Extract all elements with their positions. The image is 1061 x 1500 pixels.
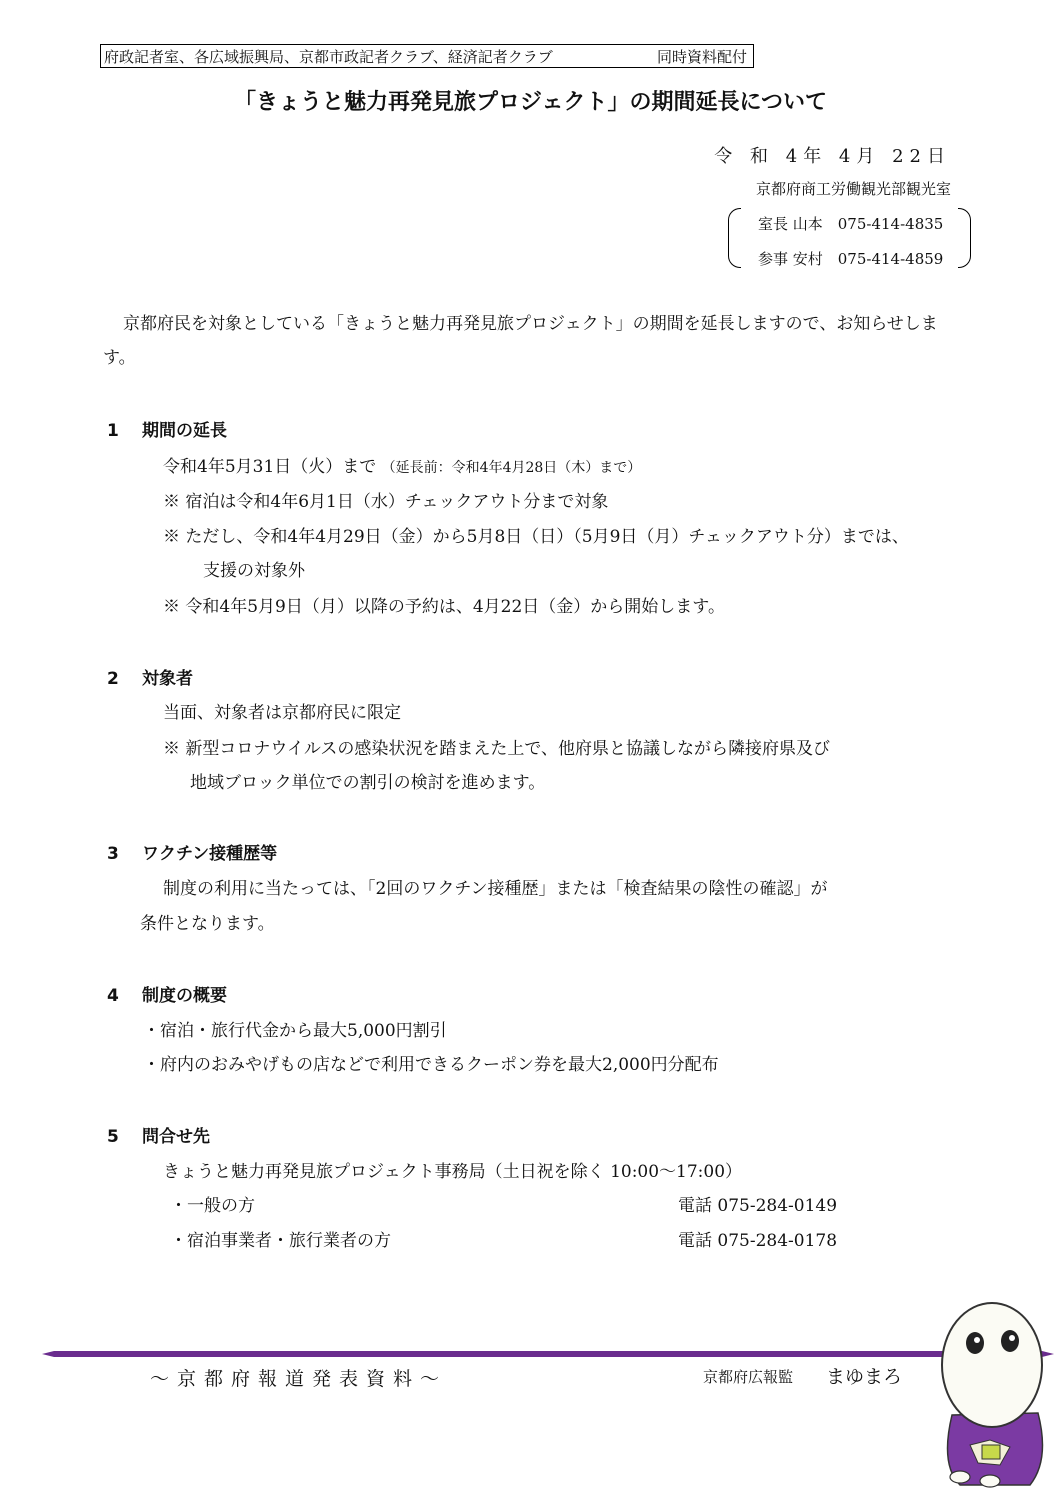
contact-bracket-left	[728, 208, 741, 268]
note-reservation: ※ 令和4年5月9日（月）以降の予約は、4月22日（金）から開始します。	[163, 597, 725, 617]
inquiry-office: きょうと魅力再発見旅プロジェクト事務局（土日祝を除く 10:00～17:00）	[163, 1162, 743, 1182]
inquiry-business-phone: 電話 075-284-0178	[678, 1231, 838, 1251]
note-exclusion-cont: 支援の対象外	[203, 561, 305, 581]
section-title: 期間の延長	[142, 421, 227, 441]
section-title: 問合せ先	[142, 1127, 210, 1147]
target-note: ※ 新型コロナウイルスの感染状況を踏まえた上で、他府県と協議しながら隣接府県及び	[163, 739, 831, 759]
intro-paragraph: 京都府民を対象としている「きょうと魅力再発見旅プロジェクト」の期間を延長しますので、お知らせします。	[103, 314, 938, 368]
section-2-heading	[107, 664, 193, 689]
distribution-note: 同時資料配付	[656, 48, 747, 66]
section-3-heading	[107, 839, 277, 864]
section-5-heading	[107, 1122, 210, 1147]
contact-line-2: 参事 安村 075-414-4859	[758, 250, 944, 268]
contact-bracket-right	[958, 208, 971, 268]
section-number: 2	[107, 669, 119, 689]
distribution-list: 府政記者室、各広域振興局、京都市政記者クラブ、経済記者クラブ	[104, 48, 553, 66]
mascot-illustration	[930, 1295, 1055, 1495]
department-name: 京都府商工労働観光部観光室	[755, 180, 951, 198]
footer-mascot-name: まゆまろ	[826, 1366, 903, 1388]
note-exclusion: ※ ただし、令和4年4月29日（金）から5月8日（日）（5月9日（月）チェックアウト分）までは、	[163, 527, 909, 547]
vaccine-line-2: 条件となります。	[140, 914, 275, 934]
target-line: 当面、対象者は京都府民に限定	[163, 703, 401, 723]
section-number: 4	[107, 986, 119, 1006]
period-end: 令和4年5月31日（火）まで	[163, 457, 377, 477]
footer-pr-title: 京都府広報監	[703, 1368, 794, 1386]
period-line	[163, 452, 641, 477]
vaccine-line-1: 制度の利用に当たっては、「2回のワクチン接種歴」または「検査結果の陰性の確認」が	[163, 879, 828, 899]
note-checkout: ※ 宿泊は令和4年6月1日（水）チェックアウト分まで対象	[163, 492, 609, 512]
inquiry-general-label: ・一般の方	[170, 1196, 255, 1216]
overview-item-discount: ・宿泊・旅行代金から最大5,000円割引	[143, 1021, 447, 1041]
section-number: 5	[107, 1127, 119, 1147]
overview-item-coupon: ・府内のおみやげもの店などで利用できるクーポン券を最大2,000円分配布	[143, 1055, 719, 1075]
inquiry-business-label: ・宿泊事業者・旅行業者の方	[170, 1231, 391, 1251]
section-1-heading	[107, 416, 227, 441]
section-title: 対象者	[142, 669, 193, 689]
footer-divider	[42, 1351, 1054, 1357]
distribution-box	[100, 44, 754, 68]
inquiry-general-phone: 電話 075-284-0149	[678, 1196, 838, 1216]
section-4-heading	[107, 981, 227, 1006]
section-title: ワクチン接種歴等	[142, 844, 278, 864]
target-note-cont: 地域ブロック単位での割引の検討を進めます。	[190, 773, 546, 793]
page-title: 「きょうと魅力再発見旅プロジェクト」の期間延長について	[233, 90, 828, 115]
contact-line-1: 室長 山本 075-414-4835	[758, 215, 944, 233]
section-number: 3	[107, 844, 119, 864]
section-title: 制度の概要	[142, 986, 227, 1006]
section-number: 1	[107, 421, 119, 441]
period-before: （延長前：令和4年4月28日（木）まで）	[381, 460, 642, 476]
footer-press-label: ～京都府報道発表資料～	[150, 1368, 448, 1390]
issue-date: 令 和 4年 4月 22日	[714, 146, 951, 167]
